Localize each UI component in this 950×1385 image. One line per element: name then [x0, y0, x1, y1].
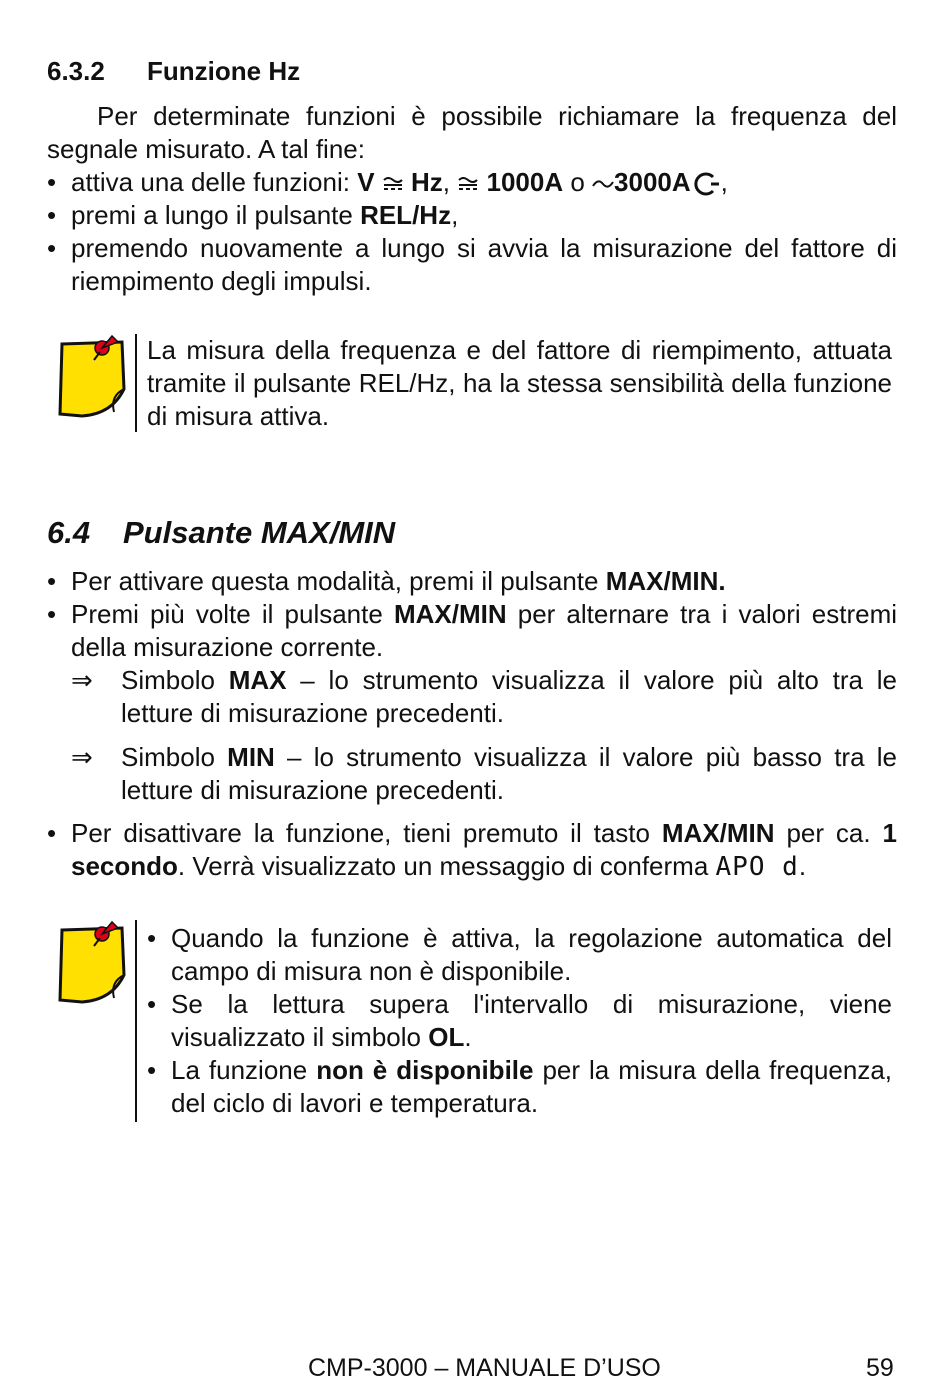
list-item: • premi a lungo il pulsante REL/Hz,: [47, 200, 459, 230]
hz-steps-list: [47, 166, 897, 298]
list-item: • attiva una delle funzioni: V Hz, 1000A o 3000A ,: [47, 167, 728, 197]
bullet: •: [47, 233, 57, 263]
subsection-number: 6.3.2: [47, 56, 105, 86]
list-item: • Premi più volte il pulsante MAX/MIN per alternare tra i valori estremi della misurazione corrente. ⇒ Simbolo MAX – lo strumento visualizza il valore più alto tra le letture di misurazione precedenti. ⇒ Simbolo MIN – lo strumento visualizza il valore più basso tra le letture di misurazione precedenti.: [47, 599, 898, 805]
section-number: 6.4: [47, 515, 91, 550]
bullet: •: [47, 818, 57, 848]
ac-dc-icon: [457, 176, 479, 192]
note-divider: [135, 334, 137, 432]
clamp-icon: [691, 171, 721, 197]
bullet: •: [147, 1055, 157, 1085]
arrow-item: ⇒ Simbolo MAX – lo strumento visualizza il valore più alto tra le letture di misurazione precedenti.: [71, 665, 898, 728]
subsection-title: Funzione Hz: [147, 56, 301, 86]
page-number: 59: [866, 1354, 894, 1382]
note-divider: [135, 920, 137, 1122]
list-item: • Se la lettura supera l'intervallo di misurazione, viene visualizzato il simbolo OL.: [147, 989, 892, 1052]
bullet: •: [147, 989, 157, 1019]
note-list: [147, 922, 892, 1120]
bullet: •: [147, 923, 157, 953]
list-item: • Per attivare questa modalità, premi il pulsante MAX/MIN.: [47, 566, 726, 596]
ac-wave-icon: [592, 178, 614, 190]
list-item: • La funzione non è disponibile per la misura della frequenza, del ciclo di lavori e temperatura.: [147, 1055, 893, 1118]
arrow-icon: ⇒: [71, 665, 93, 695]
ac-dc-icon: [382, 176, 404, 192]
list-item: • Quando la funzione è attiva, la regolazione automatica del campo di misura non è disponibile.: [147, 923, 892, 986]
bullet: •: [47, 566, 57, 596]
sticky-note-icon: [52, 920, 132, 1010]
note-text: La misura della frequenza e del fattore di riempimento, attuata tramite il pulsante REL/Hz, ha la stessa sensibilità della funzione di misura attiva.: [147, 335, 892, 431]
footer-title: CMP-3000 – MANUALE D’USO: [308, 1354, 661, 1382]
subsection-heading: [47, 55, 300, 88]
arrow-icon: ⇒: [71, 742, 93, 772]
sticky-note-icon: [52, 334, 132, 424]
list-item: • premendo nuovamente a lungo si avvia la misurazione del fattore di riempimento degli impulsi.: [47, 233, 897, 296]
section-title: Pulsante MAX/MIN: [123, 515, 396, 550]
bullet: •: [47, 200, 57, 230]
list-item: • Per disattivare la funzione, tieni premuto il tasto MAX/MIN per ca. 1 secondo. Verrà visualizzato un messaggio di conferma APO d.: [47, 818, 897, 882]
arrow-item: ⇒ Simbolo MIN – lo strumento visualizza il valore più basso tra le letture di misurazione precedenti.: [71, 742, 897, 805]
intro-paragraph: Per determinate funzioni è possibile richiamare la frequenza del segnale misurato. A tal fine:: [47, 101, 897, 164]
maxmin-list: [47, 565, 897, 884]
section-heading: [47, 516, 395, 549]
bullet: •: [47, 599, 57, 629]
lcd-confirm-message: APO d: [715, 852, 799, 882]
bullet: •: [47, 167, 57, 197]
arrow-list: [71, 664, 897, 807]
